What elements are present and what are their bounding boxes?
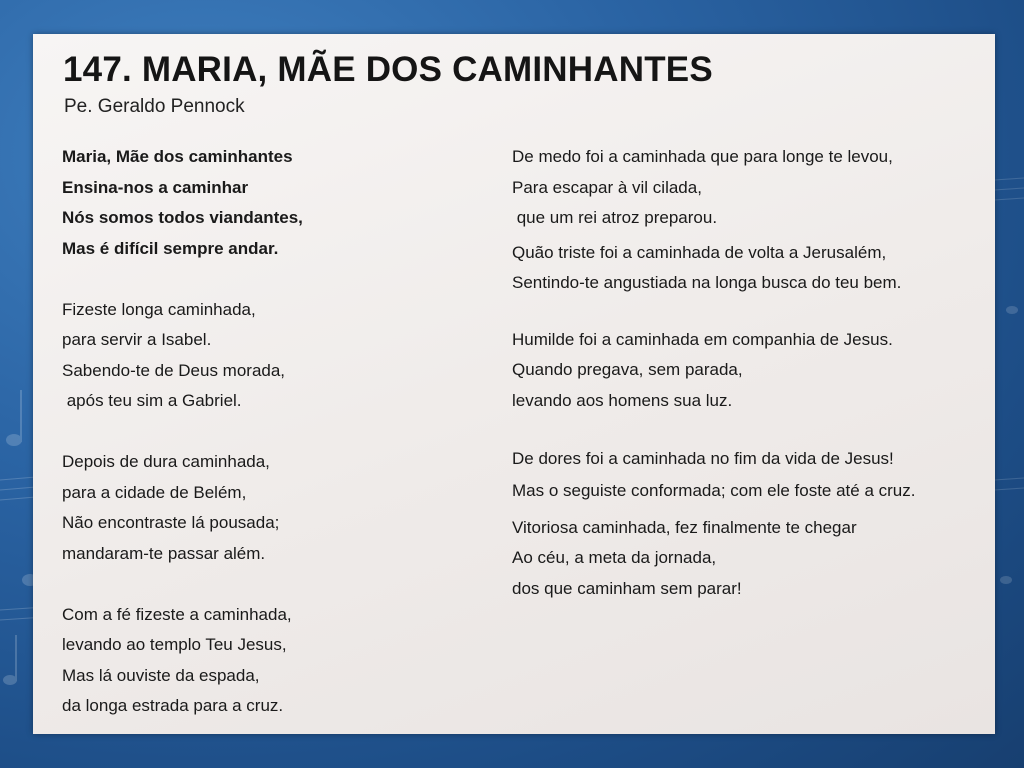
lyric-line: para a cidade de Belém, [62,482,247,502]
lyric-line: Vitoriosa caminhada, fez finalmente te chegar [512,517,857,537]
stanza [512,238,972,299]
lyric-line: Quando pregava, sem parada, [512,360,743,379]
stanza-gap [62,569,502,600]
lyrics-column-left [62,142,502,722]
lyric-line: Nós somos todos viandantes, [62,208,303,227]
lyric-line: dos que caminham sem parar! [512,578,742,598]
lyric-line: Mas é difícil sempre andar. [62,238,279,258]
lyric-line: De dores foi a caminhada no fim da vida de Jesus! [512,449,894,468]
lyric-line: Fizeste longa caminhada, [62,299,256,319]
lyric-line: levando ao templo Teu Jesus, [62,635,287,654]
lyric-line: para servir a Isabel. [62,330,212,349]
lyric-line: Quão triste foi a caminhada de volta a Jerusalém, [512,242,887,262]
lyrics-column-right [512,142,972,604]
lyric-line: Para escapar à vil cilada, [512,177,702,197]
lyric-line: Sabendo-te de Deus morada, [62,360,286,380]
stanza [62,600,502,722]
stanza-gap [512,416,972,444]
lyric-line: Humilde foi a caminhada em companhia de Jesus. [512,329,893,349]
lyric-line: Ao céu, a meta da jornada, [512,548,717,567]
lyric-line: levando aos homens sua luz. [512,390,733,410]
lyric-line: da longa estrada para a cruz. [62,696,284,715]
lyric-line: Maria, Mãe dos caminhantes [62,147,293,166]
stanza [512,142,972,234]
lyric-line: De medo foi a caminhada que para longe te levou, [512,147,893,166]
stanza [62,295,502,417]
stanza [512,513,972,605]
lyric-line: Depois de dura caminhada, [62,452,270,471]
stanza [62,447,502,569]
lyric-line: Mas lá ouviste da espada, [62,665,260,685]
stanza-gap [512,505,972,513]
lyric-line: Sentindo-te angustiada na longa busca do teu bem. [512,273,902,292]
stanza [512,444,972,505]
stanza-gap [512,299,972,325]
lyric-line: Com a fé fizeste a caminhada, [62,604,292,624]
lyrics-card [33,34,995,734]
lyric-line: após teu sim a Gabriel. [62,391,242,410]
stanza [512,325,972,417]
lyric-line: Não encontraste lá pousada; [62,513,280,532]
stanza-gap [62,264,502,295]
song-title: 147. MARIA, MÃE DOS CAMINHANTES [63,50,713,89]
song-author: Pe. Geraldo Pennock [64,96,245,117]
lyric-line: que um rei atroz preparou. [512,208,718,227]
lyric-line: Ensina-nos a caminhar [62,177,249,197]
refrain [62,142,502,264]
lyric-line: mandaram-te passar além. [62,543,266,563]
music-staff-decoration [994,60,1024,710]
stanza-gap [62,417,502,448]
lyric-line: Mas o seguiste conformada; com ele foste até a cruz. [512,480,916,500]
